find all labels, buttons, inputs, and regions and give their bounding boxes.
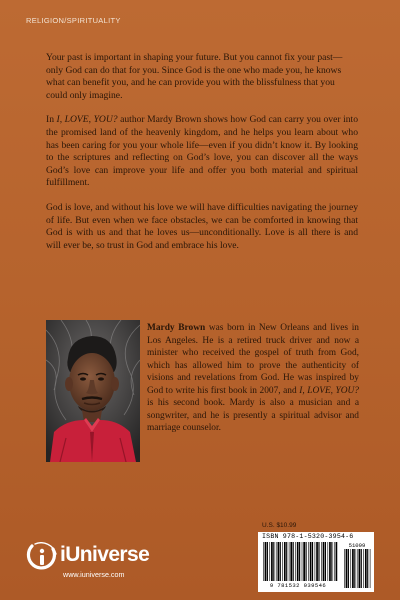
barcode-addon-digits: 51099 <box>348 542 366 549</box>
author-bio-book-title: I, LOVE, YOU? <box>299 385 359 396</box>
barcode-bar <box>308 542 309 581</box>
author-bio <box>147 322 359 435</box>
barcode-bar <box>271 542 273 581</box>
barcode-bar <box>265 542 267 581</box>
barcode-bar <box>354 549 355 588</box>
barcode-bar <box>348 549 349 588</box>
book-title-italic: I, LOVE, YOU? <box>56 114 118 126</box>
barcode-bar <box>334 542 335 581</box>
barcode-bar <box>316 542 318 581</box>
blurb-paragraph-2-lead: In <box>46 114 57 126</box>
blurb-paragraph-1 <box>46 52 358 102</box>
barcode-bar <box>306 542 307 581</box>
barcode-bar <box>276 542 277 581</box>
barcode-bar <box>299 542 300 581</box>
barcode-bar <box>315 542 316 581</box>
barcode-bar <box>273 542 274 581</box>
author-bio-text-1: was born in New Orleans and lives in Los Angeles. He is a retired truck driver and now a minister who received the gospel of truth from God, which has allowed him to prove the authenticity of visions and revelations from God. He was inspired by God to write his first book in 2007, and <box>147 323 359 396</box>
publisher-logo <box>26 540 166 588</box>
author-name: Mardy Brown <box>147 323 206 333</box>
blurb-paragraph-2-rest: author Mardy Brown shows how God can carry you over into the promised land of the heavenly kingdom, and he helps you learn about who has been caring for you your whole life—even if you didn’t know it. By looking to the scriptures and reflecting on God’s love, you can discover all the ways God’s love can improve your life and offer you both material and spiritual fulfillment. <box>46 114 359 189</box>
barcode-bar <box>346 549 348 588</box>
barcode-bar <box>280 542 281 581</box>
barcode-bar <box>370 549 371 588</box>
barcode-bar <box>290 542 292 581</box>
barcode-bar <box>336 542 338 581</box>
barcode-bar <box>352 549 354 588</box>
barcode-bar <box>361 549 362 588</box>
barcode-bar <box>282 542 283 581</box>
barcode-bar <box>318 542 319 581</box>
blurb-paragraph-1-text: Your past is important in shaping your future. But you cannot fix your past—only God can do that for you. Since God is the one who made you, he knows what can benefit you, and he can provide you with the blissfulness that you could only imagine. <box>46 52 343 101</box>
barcode-bar <box>286 542 287 581</box>
barcode-bar <box>359 549 361 588</box>
publisher-name: iUniverse <box>60 543 150 566</box>
barcode-bar <box>357 549 358 588</box>
barcode-bar <box>344 549 345 588</box>
barcode-bar <box>365 549 367 588</box>
price-label: U.S. $10.99 <box>262 522 297 529</box>
barcode-bar <box>329 542 331 581</box>
blurb-paragraph-3 <box>46 202 358 252</box>
barcode-bar <box>269 542 270 581</box>
barcode-bar <box>363 549 364 588</box>
barcode-bar <box>293 542 294 581</box>
barcode-bar <box>303 542 305 581</box>
publisher-url: www.iuniverse.com <box>63 570 125 579</box>
author-portrait-image <box>46 320 140 462</box>
blurb-paragraph-2 <box>46 114 358 190</box>
barcode-bar <box>325 542 326 581</box>
barcode-bar <box>295 542 296 581</box>
barcode-bar <box>297 542 299 581</box>
barcode-bar <box>323 542 325 581</box>
barcode-bar <box>367 549 368 588</box>
category-label: RELIGION/SPIRITUALITY <box>26 16 121 25</box>
barcode-box <box>258 532 374 592</box>
isbn-label: ISBN 978-1-5320-3954-6 <box>262 533 354 540</box>
barcode-bar <box>310 542 312 581</box>
author-photo <box>46 320 140 462</box>
barcode-bar <box>350 549 351 588</box>
barcode-bar <box>331 542 332 581</box>
barcode-bar <box>321 542 322 581</box>
barcode-digits: 9 781532 039546 <box>269 582 327 589</box>
barcode-bar <box>328 542 329 581</box>
barcode-bar <box>302 542 303 581</box>
barcode-bar <box>267 542 268 581</box>
barcode-bar <box>289 542 290 581</box>
blurb-paragraph-3-text: God is love, and without his love we will have difficulties navigating the journey of life. But even when we face obstacles, we can be comforted in knowing that God is with us and that he loves us—unconditionally. Love is all there is and will ever be, so trust in God and embrace his love. <box>46 201 358 251</box>
barcode-bar <box>312 542 313 581</box>
author-bio-text-2: is his second book. Mardy is also a musician and a songwriter, and he is presently a spiritual advisor and marriage counselor. <box>147 398 359 433</box>
blurb <box>46 52 358 264</box>
barcode-bar <box>263 542 264 581</box>
iuniverse-logo-icon <box>26 542 58 572</box>
barcode-bar <box>284 542 286 581</box>
barcode-bar <box>278 542 280 581</box>
